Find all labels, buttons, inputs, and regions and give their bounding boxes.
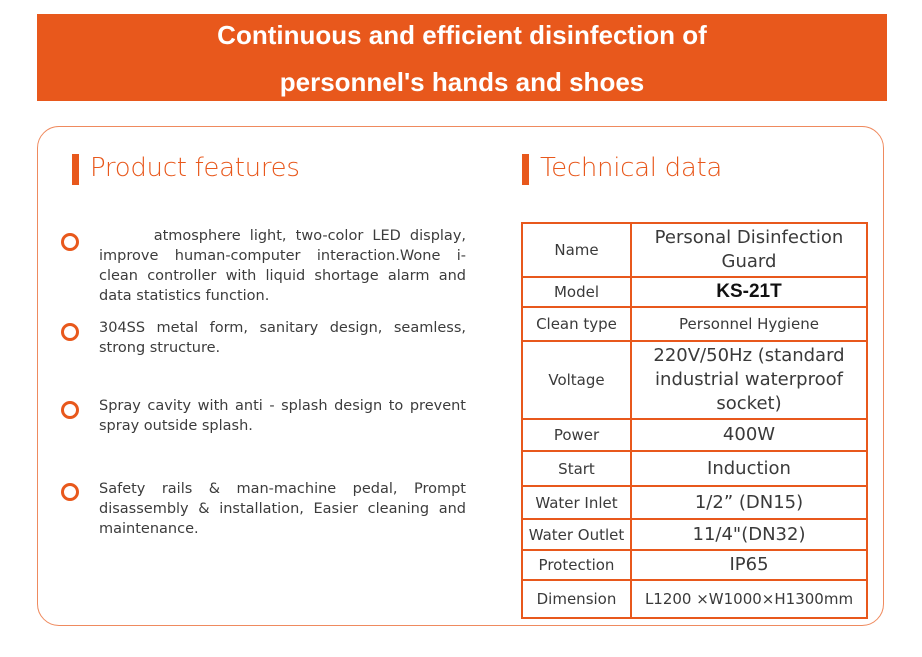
spec-key: Power xyxy=(522,419,631,451)
spec-value: IP65 xyxy=(631,550,867,580)
table-row xyxy=(522,550,867,580)
feature-item-3: Spray cavity with anti - splash design to prevent spray outside splash. xyxy=(99,398,466,434)
table-row xyxy=(522,451,867,486)
feature-item-2: 304SS metal form, sanitary design, seamless, strong structure. xyxy=(99,320,466,356)
bullet-circle-icon xyxy=(61,401,79,419)
spec-value: L1200 ×W1000×H1300mm xyxy=(631,580,867,618)
spec-value: 11/4"(DN32) xyxy=(631,519,867,550)
table-row xyxy=(522,580,867,618)
bullet-circle-icon xyxy=(61,323,79,341)
spec-key: Water Outlet xyxy=(522,519,631,550)
feature-item-4: Safety rails & man-machine pedal, Prompt disassembly & installation, Easier cleaning and maintenance. xyxy=(99,481,466,537)
spec-key: Start xyxy=(522,451,631,486)
feature-item-1: atmosphere light, two-color LED display, improve human-computer interaction.Wone i-clean controller with liquid shortage alarm and data statistics function. xyxy=(99,228,471,304)
table-row xyxy=(522,341,867,419)
table-row xyxy=(522,419,867,451)
spec-key: Clean type xyxy=(522,307,631,341)
technical-data-table xyxy=(521,222,868,619)
product-features-heading: Product features xyxy=(90,153,300,183)
table-row xyxy=(522,223,867,277)
table-row xyxy=(522,519,867,550)
spec-value: 220V/50Hz (standard industrial waterproof socket) xyxy=(631,341,867,419)
section-marker-icon xyxy=(522,154,529,185)
spec-value: KS-21T xyxy=(631,277,867,307)
bullet-circle-icon xyxy=(61,483,79,501)
spec-key: Voltage xyxy=(522,341,631,419)
spec-value: Induction xyxy=(631,451,867,486)
title-banner xyxy=(37,14,887,101)
spec-key: Protection xyxy=(522,550,631,580)
spec-value: Personal Disinfection Guard xyxy=(631,223,867,277)
spec-value: Personnel Hygiene xyxy=(631,307,867,341)
banner-line-1: Continuous and efficient disinfection of xyxy=(217,20,707,50)
spec-key: Name xyxy=(522,223,631,277)
banner-line-2: personnel's hands and shoes xyxy=(279,67,645,97)
table-row xyxy=(522,307,867,341)
table-row xyxy=(522,486,867,519)
spec-key: Model xyxy=(522,277,631,307)
technical-data-heading: Technical data xyxy=(540,153,723,183)
spec-value: 1/2” (DN15) xyxy=(631,486,867,519)
spec-value: 400W xyxy=(631,419,867,451)
bullet-circle-icon xyxy=(61,233,79,251)
spec-key: Water Inlet xyxy=(522,486,631,519)
spec-key: Dimension xyxy=(522,580,631,618)
section-marker-icon xyxy=(72,154,79,185)
table-row xyxy=(522,277,867,307)
